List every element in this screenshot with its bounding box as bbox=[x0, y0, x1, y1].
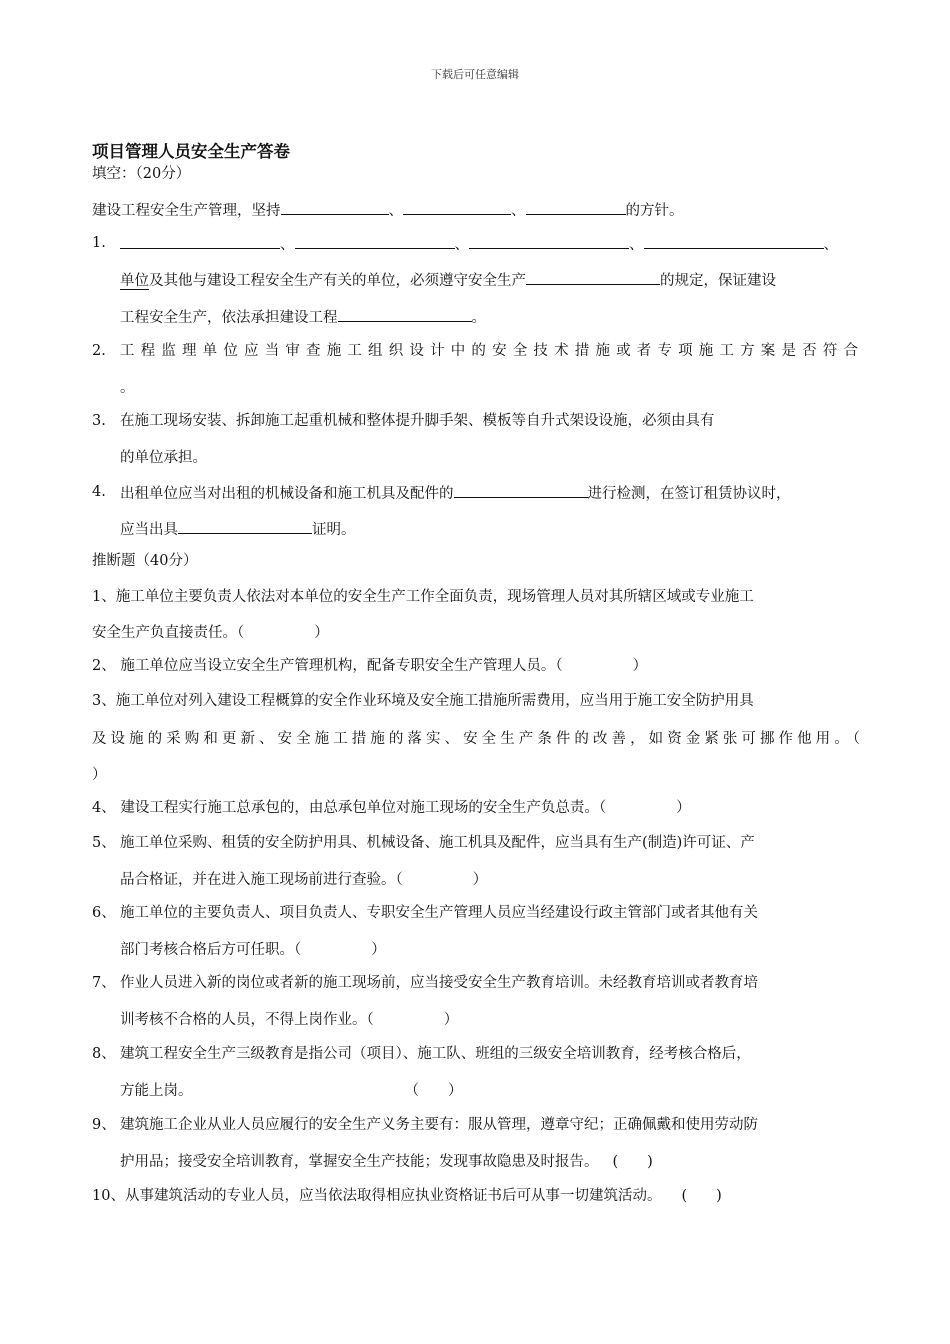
paren-close: ） bbox=[371, 942, 386, 958]
paren-close: ） bbox=[632, 658, 648, 674]
j5-line2 bbox=[120, 870, 487, 890]
j5-text: 品合格证，并在进入施工现场前进行查验。（ bbox=[120, 872, 403, 888]
q1-line3-text: 工程安全生产，依法承担建设工程 bbox=[120, 310, 338, 326]
separator: 、 bbox=[280, 237, 295, 253]
underlined-word: 单位 bbox=[120, 273, 149, 289]
j6-line1: 施工单位的主要负责人、项目负责人、专职安全生产管理人员应当经建设行政主管部门或者其他有关 bbox=[120, 905, 758, 921]
answer-blank[interactable] bbox=[281, 199, 389, 215]
q3-line1: 在施工现场安装、拆卸施工起重机械和整体提升脚手架、模板等自升式架设设施，必须由具有 bbox=[120, 413, 715, 429]
j7-line1: 作业人员进入新的岗位或者新的施工现场前，应当接受安全生产教育培训。未经教育培训或者教育培 bbox=[120, 975, 758, 991]
j3-line2: 及设施的采购和更新、安全施工措施的落实、安全生产条件的改善，如资金紧张可挪作他用。（ bbox=[92, 731, 860, 747]
j8-line2 bbox=[120, 1081, 463, 1101]
question-number: 3. bbox=[92, 413, 106, 429]
question-number: 4. bbox=[92, 484, 106, 500]
j3-line1: 3、施工单位对列入建设工程概算的安全作业环境及安全施工措施所需费用，应当用于施工安全防护用具 bbox=[92, 693, 754, 709]
j2-line bbox=[92, 656, 647, 676]
q2-line2: 。 bbox=[120, 380, 135, 396]
j6-text: 部门考核合格后方可任职。（ bbox=[120, 942, 302, 958]
j9-line2 bbox=[120, 1152, 653, 1172]
j5-line1: 施工单位采购、租赁的安全防护用具、机械设备、施工机具及配件，应当具有生产(制造)许可证、产 bbox=[120, 835, 755, 851]
separator: 、 bbox=[388, 203, 403, 219]
item-number: 7、 bbox=[92, 975, 116, 991]
j7-line2 bbox=[120, 1010, 458, 1030]
answer-blank[interactable] bbox=[178, 518, 312, 534]
question-number: 2. bbox=[92, 343, 106, 359]
answer-blank[interactable] bbox=[295, 233, 455, 249]
paren-close: ） bbox=[314, 625, 329, 641]
question-number: 1. bbox=[92, 235, 106, 251]
j6-line2 bbox=[120, 940, 386, 960]
j2-text: 2、 施工单位应当设立安全生产管理机构，配备专职安全生产管理人员。（ bbox=[92, 658, 563, 674]
answer-blank[interactable] bbox=[120, 233, 280, 249]
j1-line2 bbox=[92, 623, 329, 643]
answer-paren[interactable]: （ ） bbox=[404, 1083, 463, 1099]
page-header-note: 下载后可任意编辑 bbox=[431, 68, 519, 81]
fill-intro-prefix: 建设工程安全生产管理，坚持 bbox=[92, 203, 281, 219]
item-number: 8、 bbox=[92, 1046, 116, 1062]
q4-line1 bbox=[120, 482, 791, 504]
item-number: 5、 bbox=[92, 835, 116, 851]
judge-heading: 推断题（40分） bbox=[92, 553, 198, 569]
q1-line3-suffix: 。 bbox=[471, 310, 486, 326]
answer-blank[interactable] bbox=[338, 306, 472, 322]
separator: 、 bbox=[823, 237, 838, 253]
paren-close: ） bbox=[676, 800, 691, 816]
j9-text: 护用品；接受安全培训教育，掌握安全生产技能；发现事故隐患及时报告。 bbox=[120, 1154, 599, 1170]
answer-blank[interactable] bbox=[526, 199, 626, 215]
q4-line2 bbox=[120, 518, 356, 540]
j7-text: 训考核不合格的人员，不得上岗作业。（ bbox=[120, 1012, 374, 1028]
fill-intro-suffix: 的方针。 bbox=[625, 203, 684, 219]
q4-prefix: 出租单位应当对出租的机械设备和施工机具及配件的 bbox=[120, 486, 454, 502]
j1-line1: 1、施工单位主要负责人依法对本单位的安全生产工作全面负责，现场管理人员对其所辖区域或专业施工 bbox=[92, 589, 754, 605]
q4-line2-prefix: 应当出具 bbox=[120, 522, 178, 538]
j10-line bbox=[92, 1186, 722, 1206]
fill-intro bbox=[92, 199, 684, 221]
j9-line1: 建筑施工企业从业人员应履行的安全生产义务主要有：服从管理，遵章守纪；正确佩戴和使用劳动防 bbox=[120, 1117, 758, 1133]
answer-blank[interactable] bbox=[469, 233, 629, 249]
j10-text: 10、从事建筑活动的专业人员，应当依法取得相应执业资格证书后可从事一切建筑活动。 bbox=[92, 1188, 662, 1204]
j8-text: 方能上岗。 bbox=[120, 1083, 193, 1099]
j4-text: 4、 建设工程实行施工总承包的，由总承包单位对施工现场的安全生产负总责。（ bbox=[92, 800, 607, 816]
item-number: 6、 bbox=[92, 905, 116, 921]
answer-blank[interactable] bbox=[454, 482, 588, 498]
q4-line2-suffix: 证明。 bbox=[312, 522, 356, 538]
j8-line1: 建筑工程安全生产三级教育是指公司（项目）、施工队、班组的三级安全培训教育，经考核合格后， bbox=[120, 1046, 751, 1062]
q1-text: 及其他与建设工程安全生产有关的单位，必须遵守安全生产 bbox=[149, 273, 526, 289]
answer-paren[interactable]: ( ) bbox=[612, 1154, 653, 1170]
separator: 、 bbox=[629, 237, 644, 253]
answer-blank[interactable] bbox=[403, 199, 511, 215]
q1-line3 bbox=[120, 306, 486, 328]
separator: 、 bbox=[511, 203, 526, 219]
q4-mid: 进行检测，在签订租赁协议时， bbox=[587, 486, 791, 502]
q1-line2 bbox=[120, 269, 776, 291]
j4-line bbox=[92, 798, 691, 818]
answer-paren[interactable]: ( ) bbox=[681, 1188, 722, 1204]
paren-close: ） bbox=[443, 1012, 459, 1028]
q3-line2: 的单位承担。 bbox=[120, 450, 207, 466]
answer-blank[interactable] bbox=[644, 233, 824, 249]
item-number: 9、 bbox=[92, 1117, 116, 1133]
j3-line3: ） bbox=[92, 767, 107, 783]
separator: 、 bbox=[454, 237, 469, 253]
paren-close: ） bbox=[472, 872, 488, 888]
q2-line1: 工程监理单位应当审查施工组织设计中的安全技术措施或者专项施工方案是否符合 bbox=[120, 343, 858, 359]
q1-line1 bbox=[120, 233, 838, 255]
page-title: 项目管理人员安全生产答卷 bbox=[92, 142, 290, 161]
fill-heading: 填空：（20分） bbox=[92, 166, 191, 182]
q1-suffix: 的规定，保证建设 bbox=[660, 273, 776, 289]
answer-blank[interactable] bbox=[526, 269, 660, 285]
j1-text: 安全生产负直接责任。（ bbox=[92, 625, 245, 641]
